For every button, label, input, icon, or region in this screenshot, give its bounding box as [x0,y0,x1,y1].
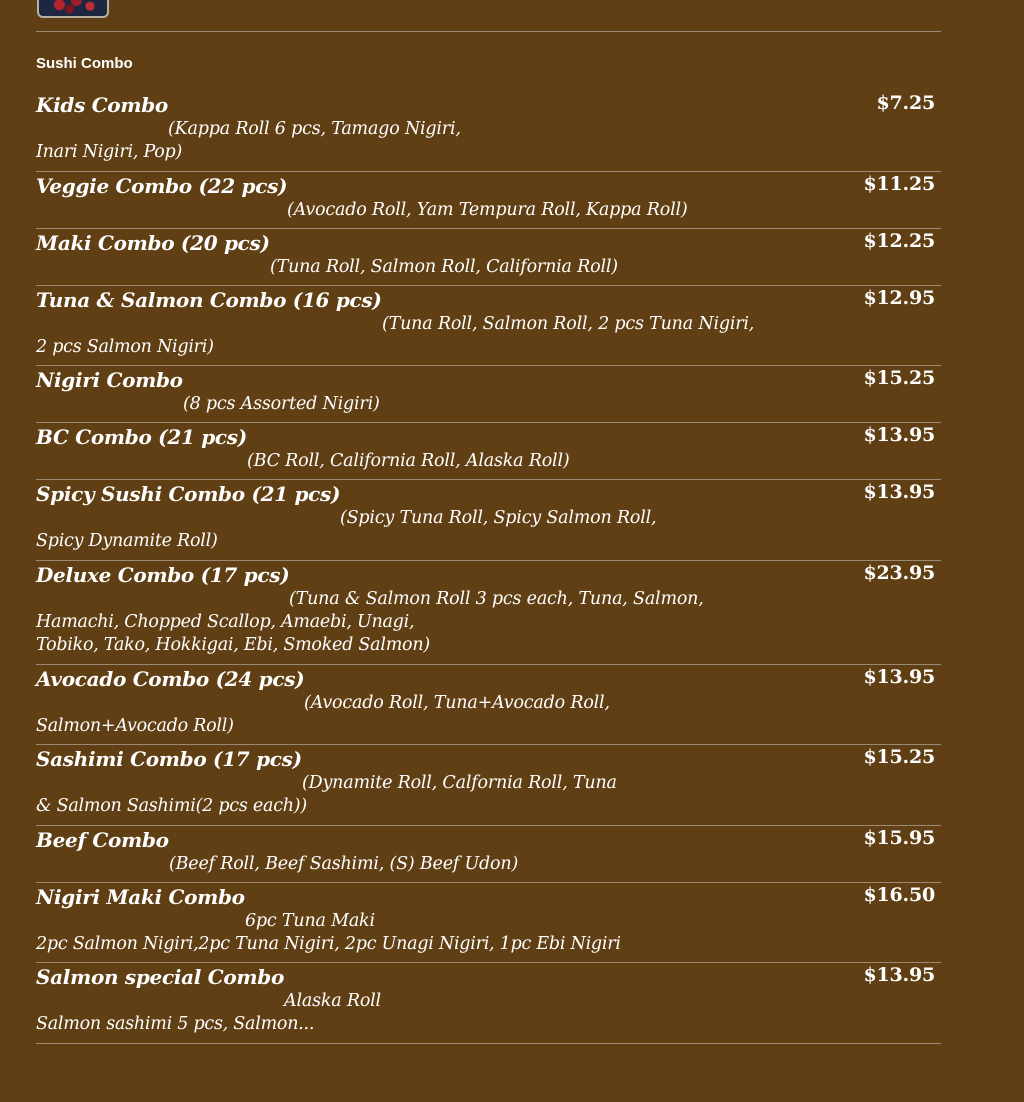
menu-item-description: (Kappa Roll 6 pcs, Tamago Nigiri, [168,119,461,139]
menu-item-price: $15.25 [863,367,935,389]
menu-item [36,826,941,883]
menu-item-name: Veggie Combo (22 pcs) [36,173,288,198]
menu-item [36,963,941,1044]
menu-item-description: (Avocado Roll, Yam Tempura Roll, Kappa Roll) [287,199,688,220]
menu-item-name: Tuna & Salmon Combo (16 pcs) [36,287,382,312]
menu-item [36,480,941,561]
menu-item [36,229,941,286]
menu-item-price: $13.95 [863,424,935,446]
menu-item-description: (Avocado Roll, Tuna+Avocado Roll, [304,692,610,713]
menu-item-description: 6pc Tuna Maki [245,910,375,931]
menu-item-description: (Dynamite Roll, Calfornia Roll, Tuna [302,773,617,793]
menu-item [36,286,941,367]
divider [36,31,941,32]
menu-item-name: Nigiri Maki Combo [36,884,245,909]
menu-item-name: Maki Combo (20 pcs) [36,230,270,255]
menu-item-price: $23.95 [863,561,935,584]
menu-item-price: $16.50 [863,883,935,906]
menu-item-price: $13.95 [863,665,935,688]
menu-item-description-continued: 2 pcs Salmon Nigiri) [36,336,214,357]
menu-item-price: $13.95 [863,964,935,986]
menu-item-description-continued: & Salmon Sashimi(2 pcs each)) [36,796,307,816]
menu-item-text [36,828,941,876]
menu-item [36,172,941,229]
menu-item-name: Spicy Sushi Combo (21 pcs) [36,482,341,506]
menu-item-name: BC Combo (21 pcs) [36,425,247,449]
menu-item-price: $13.95 [863,481,935,503]
menu-item-text [36,965,941,1013]
menu-item-description-continued: Inari Nigiri, Pop) [36,142,183,162]
menu-item-price: $7.25 [876,92,935,114]
menu-item-text [36,93,941,141]
menu-item-description: Alaska Roll [284,991,381,1011]
menu-item-text [36,563,941,611]
menu-item-description: (Spicy Tuna Roll, Spicy Salmon Roll, [340,508,657,528]
menu-item-name: Sashimi Combo (17 pcs) [36,747,302,771]
menu-item-price: $12.25 [863,229,935,252]
menu-item-description-continued: Hamachi, Chopped Scallop, Amaebi, Unagi, Tobiko, Tako, Hokkigai, Ebi, Smoked Salmon) [36,611,430,655]
section-title: Sushi Combo [36,55,133,72]
menu-item-description-continued: 2pc Salmon Nigiri,2pc Tuna Nigiri, 2pc Unagi Nigiri, 1pc Ebi Nigiri [36,933,621,954]
menu-item-description-continued: Salmon sashimi 5 pcs, Salmon... [36,1014,315,1034]
menu-item-name: Deluxe Combo (17 pcs) [36,562,290,587]
menu-item-text [36,231,941,279]
menu-item-price: $15.95 [863,826,935,849]
menu-item [36,91,941,172]
menu-item-text [36,425,941,473]
menu-item-name: Salmon special Combo [36,965,285,989]
menu-item-text [36,667,941,715]
menu-item [36,745,941,826]
menu-item-name: Avocado Combo (24 pcs) [36,666,305,691]
menu-item-price: $11.25 [863,172,935,195]
menu-item-text [36,885,941,933]
menu-item-description: (BC Roll, California Roll, Alaska Roll) [247,451,570,471]
menu-item-description: (Tuna Roll, Salmon Roll, 2 pcs Tuna Nigiri, [382,313,755,334]
menu-item-price: $15.25 [863,746,935,768]
menu-item-name: Nigiri Combo [36,368,183,392]
menu-item-text [36,482,941,530]
menu-item-name: Beef Combo [36,827,169,852]
menu-item-text [36,174,941,222]
menu-item-description-continued: Spicy Dynamite Roll) [36,531,218,551]
menu-item-description: (Tuna Roll, Salmon Roll, California Roll) [270,256,618,277]
menu-item [36,423,941,480]
menu-item-text [36,747,941,795]
menu-item [36,665,941,746]
menu-item-description-continued: Salmon+Avocado Roll) [36,715,234,736]
menu-list [36,91,941,1044]
menu-item [36,883,941,964]
menu-item [36,366,941,423]
food-photo-thumbnail[interactable] [37,0,109,18]
menu-item-description: (Beef Roll, Beef Sashimi, (S) Beef Udon) [169,853,519,874]
menu-item [36,561,941,665]
menu-item-description: (8 pcs Assorted Nigiri) [183,394,380,414]
menu-item-description: (Tuna & Salmon Roll 3 pcs each, Tuna, Salmon, [289,588,704,609]
menu-item-name: Kids Combo [36,93,168,117]
menu-item-text [36,368,941,416]
menu-item-text [36,288,941,336]
menu-item-price: $12.95 [863,286,935,309]
